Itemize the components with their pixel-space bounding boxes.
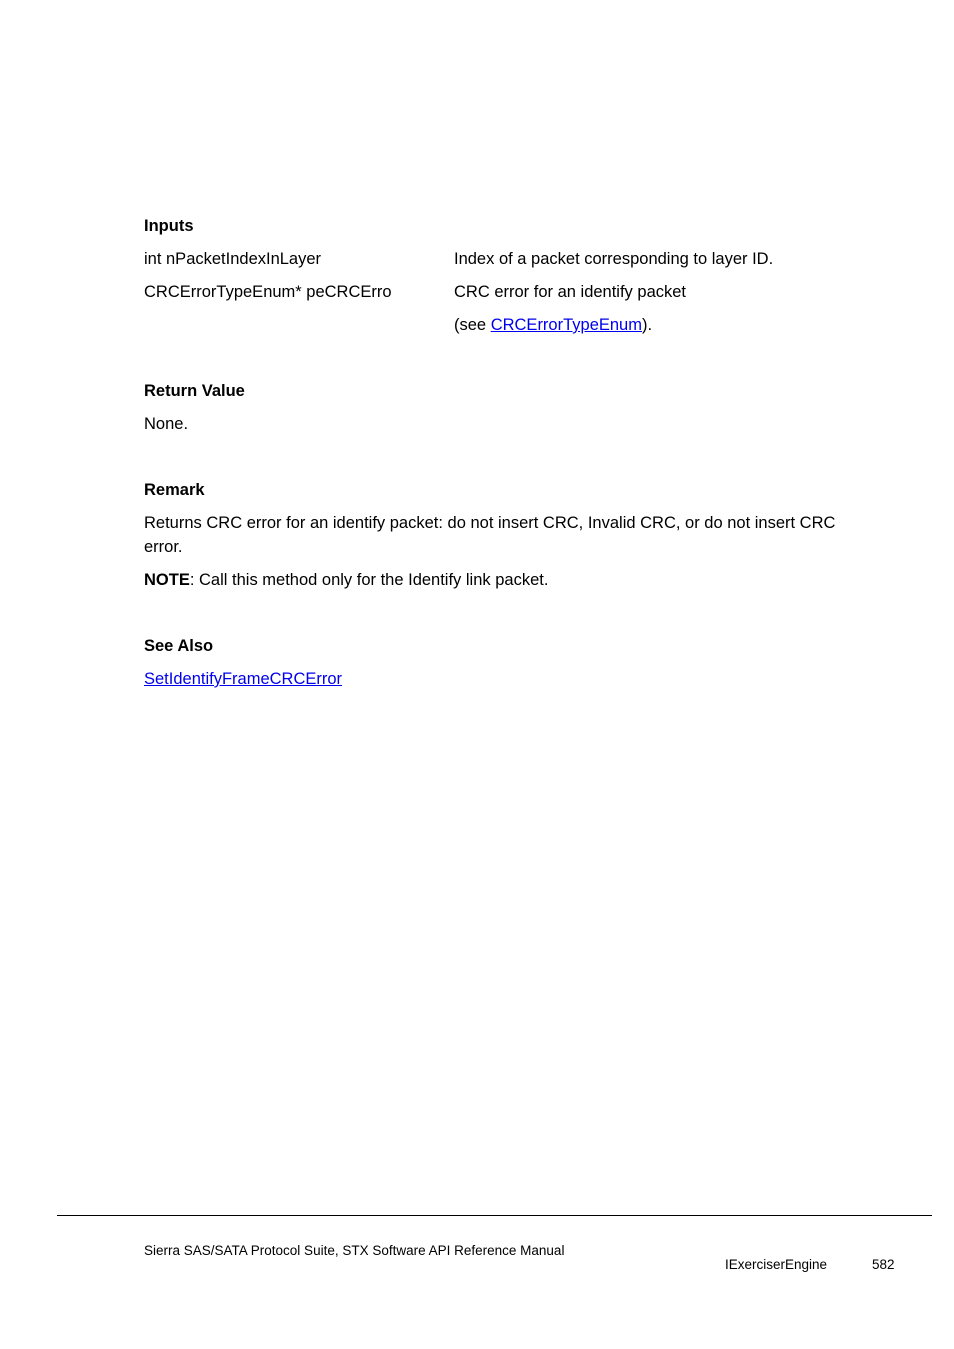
- remark-text-line1: Returns CRC error for an identify packet: do not insert CRC, Invalid CRC, or do not insert CRC: [144, 514, 836, 532]
- param-description: Index of a packet corresponding to layer ID.: [454, 250, 774, 268]
- return-value-text: None.: [144, 415, 189, 433]
- note-label: NOTE: [144, 571, 190, 589]
- see-suffix: ).: [641, 316, 653, 334]
- param-description: CRC error for an identify packet: [454, 283, 687, 301]
- remark-note: [144, 571, 548, 590]
- remark-heading: Remark: [144, 481, 205, 499]
- remark-text-line2: error.: [144, 538, 183, 556]
- note-text: : Call this method only for the Identify link packet.: [189, 571, 549, 589]
- see-prefix: (see: [454, 316, 491, 334]
- return-value-heading: Return Value: [144, 382, 245, 400]
- see-also-heading: See Also: [144, 637, 214, 655]
- crc-error-type-enum-link[interactable]: CRCErrorTypeEnum: [490, 316, 642, 334]
- footer-page-number: 582: [872, 1257, 895, 1272]
- inputs-heading: Inputs: [144, 217, 194, 235]
- footer-divider: [57, 1215, 932, 1216]
- footer-section-name: IExerciserEngine: [725, 1257, 828, 1272]
- see-also-item: [144, 670, 342, 689]
- set-identify-frame-crc-error-link[interactable]: SetIdentifyFrameCRCError: [144, 670, 343, 688]
- param-name: CRCErrorTypeEnum* peCRCErro: [144, 283, 392, 301]
- param-see-reference: [454, 316, 652, 335]
- footer-manual-title: Sierra SAS/SATA Protocol Suite, STX Software API Reference Manual: [144, 1243, 565, 1258]
- param-name: int nPacketIndexInLayer: [144, 250, 322, 268]
